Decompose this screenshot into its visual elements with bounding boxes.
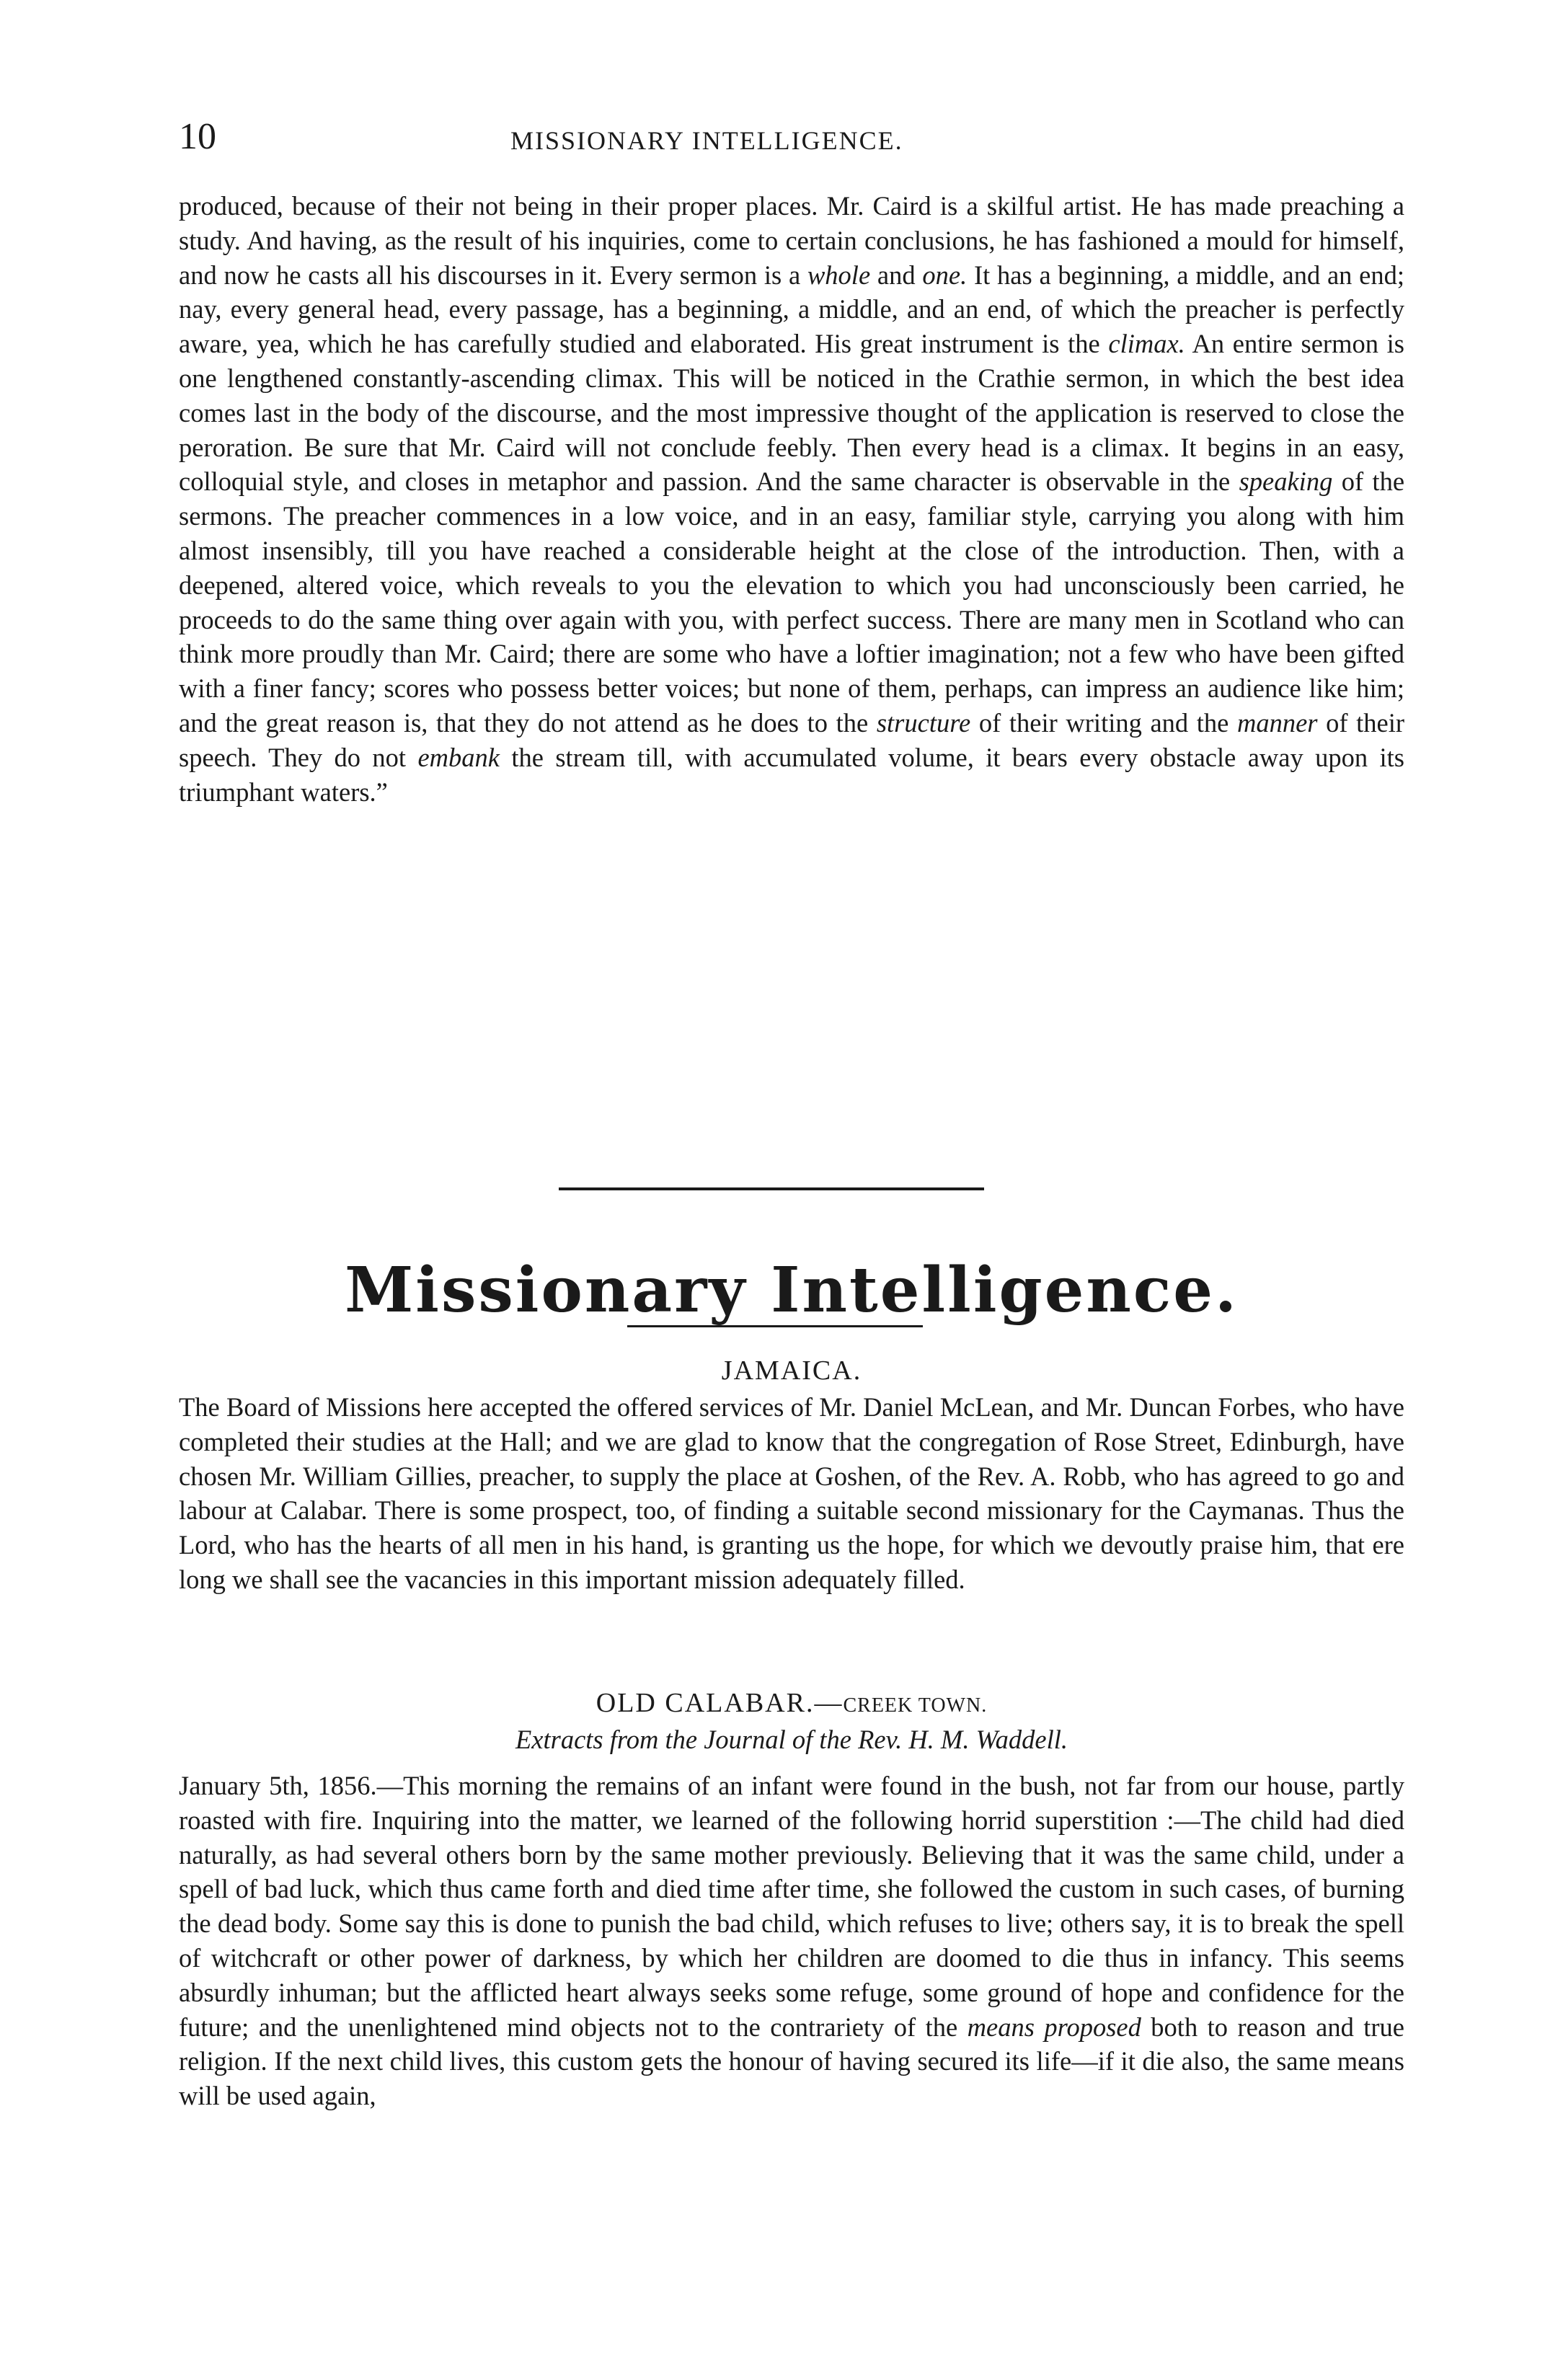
emphasis-text: means proposed — [967, 2012, 1141, 2042]
paragraph-text: of their speech. They do not — [179, 707, 1405, 772]
paragraph-text: It has a beginning, a middle, and an end; nay, every general head, every passage, has a beginning, a middle, and an end, of which the preacher is perfectly aware, yea, which he has carefully studied and elaborated. His great instrument is the — [179, 260, 1405, 359]
paragraph-text: of their writing and the — [978, 707, 1229, 738]
emphasis-text: structure — [876, 707, 971, 738]
section-title: Missionary Intelligence. — [345, 1254, 1239, 1327]
jamaica-paragraph — [179, 1390, 1404, 1597]
calabar-heading — [179, 1684, 1404, 1725]
journal-entry-paragraph — [179, 1769, 1404, 2113]
section-divider — [559, 1187, 984, 1190]
running-head: MISSIONARY INTELLIGENCE. — [510, 126, 903, 155]
paragraph-text: January 5th, 1856.—This morning the remains of an infant were found in the bush, not far from our house, partly roasted with fire. Inquiring into the matter, we learned of the following horrid superstition :—The child had died naturally, as had several others born by the same mother previously. Believing that it was the same child, under a spell of bad luck, which thus came forth and died time after time, she followed the custom in such cases, of burning the dead body. Some say this is done to punish the bad child, which refuses to live; others say, it is to break the spell of witchcraft or other power of darkness, by which her children are doomed to die thus in infancy. This seems absurdly inhuman; but the afflicted heart always seeks some refuge, some ground of hope and confidence for the future; and the unenlightened mind objects not to the contrariety of the — [179, 1771, 1404, 2042]
calabar-heading-sub: CREEK TOWN. — [843, 1694, 988, 1717]
paragraph-text: An entire sermon is one lengthened constantly-ascending climax. This will be noticed in the Crathie sermon, in which the best idea comes last in the body of the discourse, and the most impressive thought of the application is reserved to close the peroration. Be sure that Mr. Caird will not conclude feebly. Then every head is a climax. It begins in an easy, colloquial style, and closes in metaphor and passion. And the same character is observable in the — [179, 329, 1404, 497]
paragraph-text: and — [877, 260, 916, 290]
paragraph-text: both to reason and true religion. If the next child lives, this custom gets the honour of having secured its life—if it die also, the same means will be used again, — [179, 2012, 1405, 2111]
paragraph-text: of the sermons. The preacher commences in a low voice, and in an easy, familiar style, carrying you along with him almost insensibly, till you have reached a considerable height at the close of the introduction. Then, with a deepened, altered voice, which reveals to you the elevation to which you had unconsciously been carried, he proceeds to do the same thing over again with you, with perfect success. There are many men in Scotland who can think more proudly than Mr. Caird; there are some who have a loftier imagination; not a few who have been gifted with a finer fancy; scores who possess better voices; but none of them, perhaps, can impress an audience like him; and the great reason is, that they do not attend as he does to the — [179, 466, 1405, 738]
calabar-heading-main: OLD CALABAR.— — [596, 1688, 844, 1718]
emphasis-text: one. — [922, 260, 968, 290]
page-header — [179, 108, 1404, 166]
emphasis-text: manner — [1237, 707, 1318, 738]
continued-article-paragraph — [179, 189, 1404, 809]
paragraph-text: produced, because of their not being in their proper places. Mr. Caird is a skilful artist. He has made preaching a study. And having, as the result of his inquiries, come to certain conclusions, he has fashioned a mould for himself, and now he casts all his discourses in it. Every sermon is a — [179, 191, 1404, 290]
journal-byline: Extracts from the Journal of the Rev. H. M. Waddell. — [515, 1725, 1068, 1754]
emphasis-text: whole — [807, 260, 871, 290]
emphasis-text: climax. — [1108, 329, 1185, 359]
jamaica-heading: JAMAICA. — [721, 1355, 862, 1386]
emphasis-text: embank — [417, 742, 500, 772]
emphasis-text: speaking — [1239, 466, 1333, 497]
paragraph-text: the stream till, with accumulated volume, it bears every obstacle away upon its triumphant waters.” — [179, 742, 1404, 807]
paragraph-text: The Board of Missions here accepted the offered services of Mr. Daniel McLean, and Mr. Duncan Forbes, who have completed their studies at the Hall; and we are glad to know that the congregation of Rose Street, Edinburgh, have chosen Mr. William Gillies, preacher, to supply the place at Goshen, of the Rev. A. Robb, who has agreed to go and labour at Calabar. There is some prospect, too, of finding a suitable second missionary for the Caymanas. Thus the Lord, who has the hearts of all men in his hand, is granting us the hope, for which we devoutly praise him, that ere long we shall see the vacancies in this important mission adequately filled. — [179, 1392, 1404, 1594]
title-underline — [627, 1325, 923, 1327]
page-number: 10 — [179, 116, 216, 157]
